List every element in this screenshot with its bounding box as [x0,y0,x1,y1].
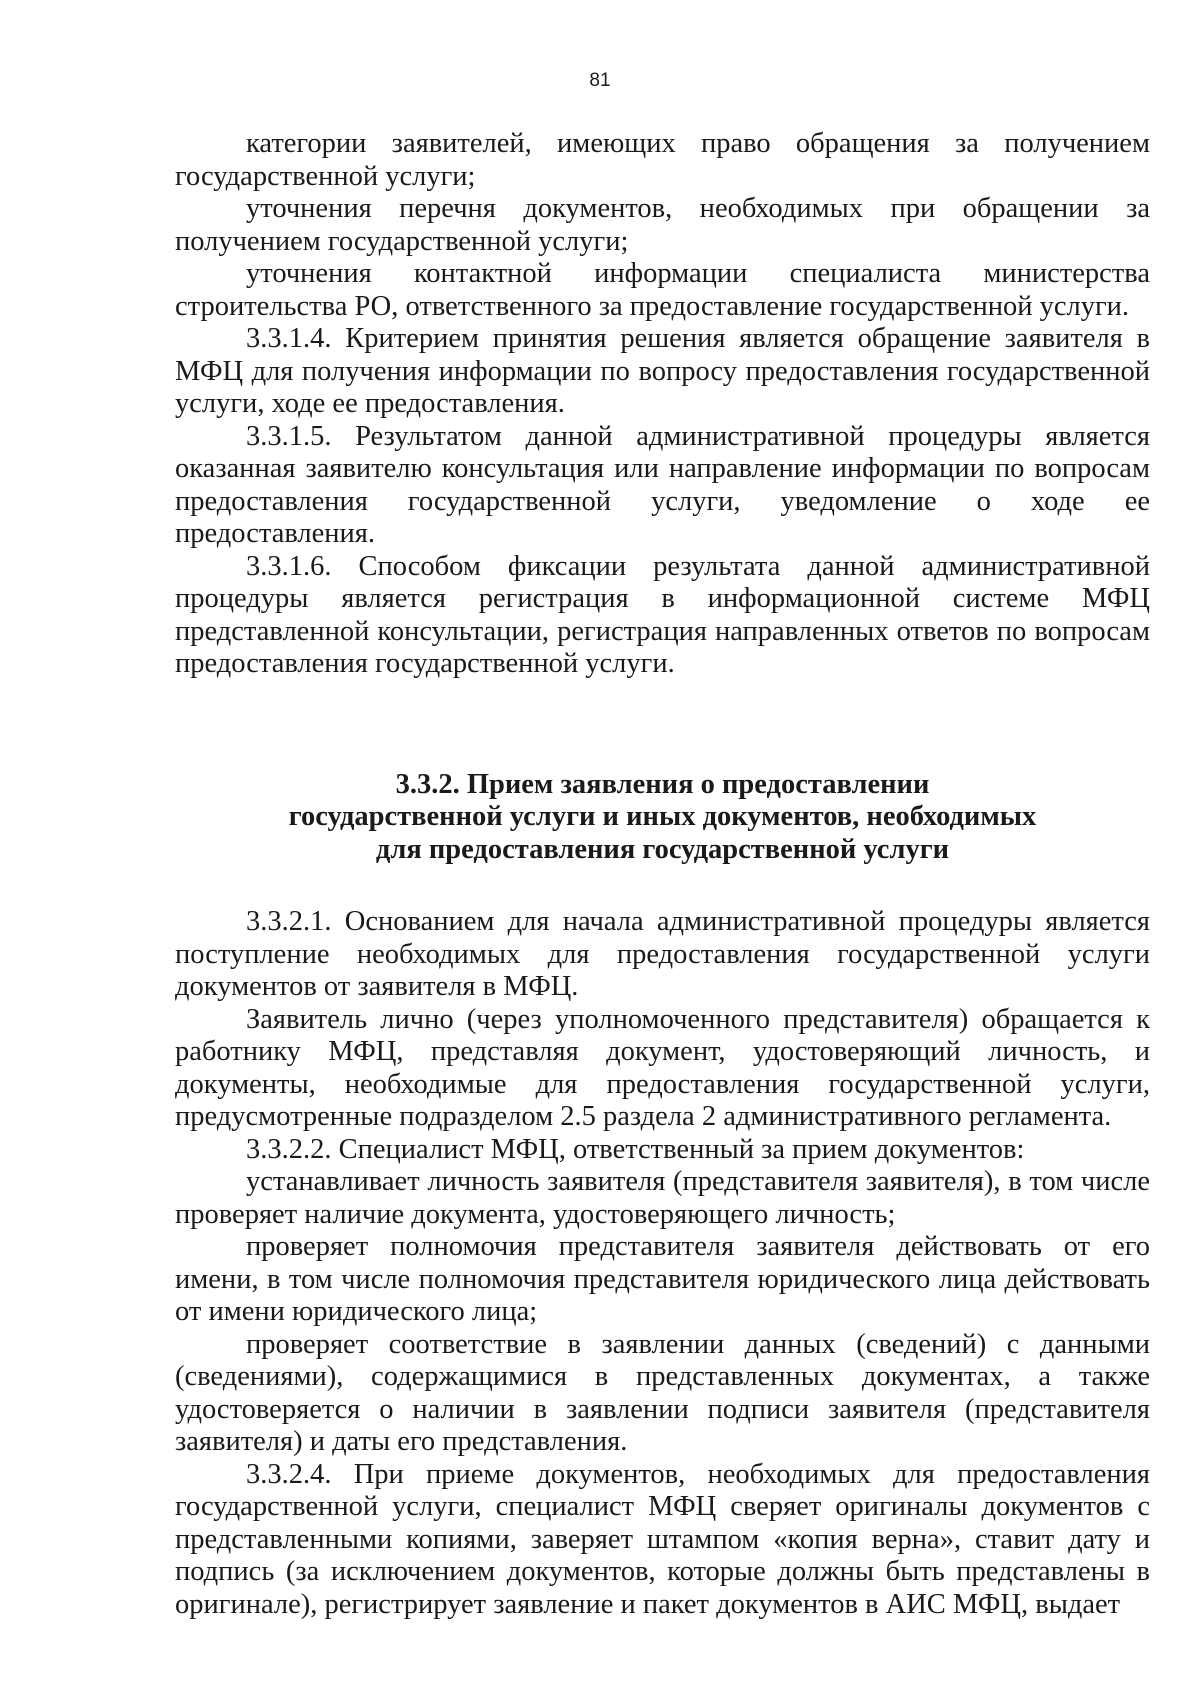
section-heading [175,769,1150,867]
section-spacer [175,681,1150,769]
paragraph: Заявитель лично (через уполномоченного представителя) обращается к работнику МФЦ, представляя документ, удостоверяющий личность, и документы, необходимые для предоставления государственной услуги, предусмотренные подразделом 2.5 раздела 2 административного регламента. [175,1003,1150,1132]
paragraph: 3.3.2.2. Специалист МФЦ, ответственный за прием документов: [246,1133,1025,1165]
paragraph: 3.3.1.6. Способом фиксации результата данной административной процедуры является регистрация в информационной системе МФЦ представленной консультации, регистрация направленных ответов по вопросам предоставления государственной услуги. [175,550,1150,679]
paragraph: уточнения перечня документов, необходимых при обращении за получением государственной услуги; [175,193,1150,257]
paragraph: устанавливает личность заявителя (представителя заявителя), в том числе проверяет наличие документа, удостоверяющего личность; [175,1166,1150,1230]
document-body [175,128,1150,1621]
paragraph: уточнения контактной информации специалиста министерства строительства РО, ответственного за предоставление государственной услуги. [175,258,1150,322]
page-number: 81 [589,70,611,91]
paragraph: проверяет полномочия представителя заявителя действовать от его имени, в том числе полномочия представителя юридического лица действовать от имени юридического лица; [175,1231,1150,1327]
section-heading-line: 3.3.2. Прием заявления о предоставлении [395,768,930,800]
paragraph: 3.3.1.5. Результатом данной административной процедуры является оказанная заявителю консультация или направление информации по вопросам предоставления государственной услуги, уведомление о ходе ее предоставления. [175,420,1150,549]
paragraph: 3.3.1.4. Критерием принятия решения является обращение заявителя в МФЦ для получения информации по вопросу предоставления государственной услуги, ходе ее предоставления. [175,323,1150,419]
section-heading-line: для предоставления государственной услуги [375,833,950,865]
section-heading-line: государственной услуги и иных документов, необходимых [288,801,1037,832]
paragraph: 3.3.2.4. При приеме документов, необходимых для предоставления государственной услуги, специалист МФЦ сверяет оригиналы документов с представленными копиями, заверяет штампом «копия верна», ставит дату и подпись (за исключением документов, которые должны быть представлены в оригинале), регистрирует заявление и пакет документов в АИС МФЦ, выдает [175,1458,1150,1620]
paragraph: категории заявителей, имеющих право обращения за получением государственной услуги; [175,128,1150,192]
paragraph: 3.3.2.1. Основанием для начала административной процедуры является поступление необходимых для предоставления государственной услуги документов от заявителя в МФЦ. [175,906,1150,1002]
heading-spacer [175,866,1150,906]
paragraph: проверяет соответствие в заявлении данных (сведений) с данными (сведениями), содержащимися в представленных документах, а также удостоверяется о наличии в заявлении подписи заявителя (представителя заявителя) и даты его представления. [175,1328,1150,1457]
